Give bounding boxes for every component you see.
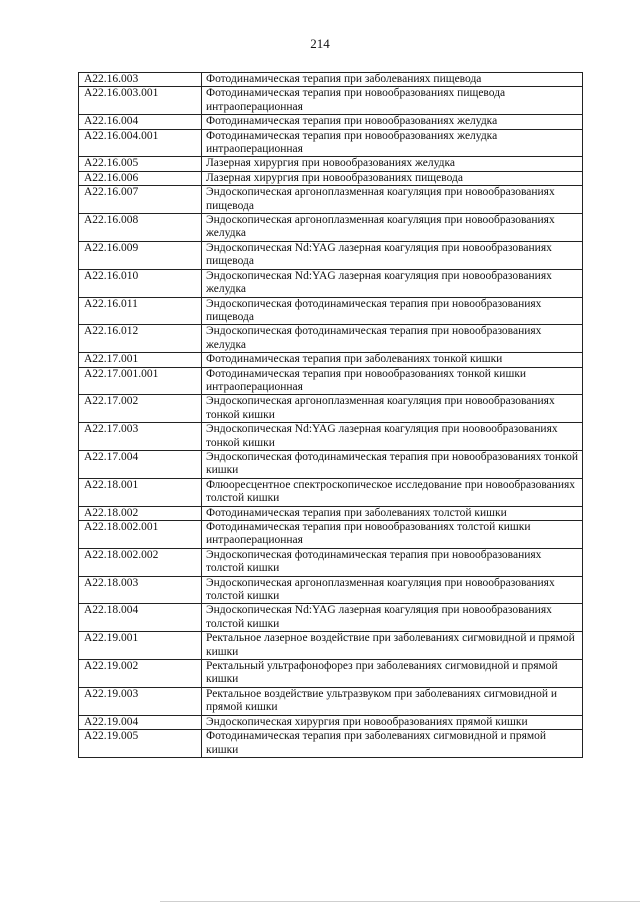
row-description: Фотодинамическая терапия при заболеваниях сигмовидной и прямой кишки [202,730,583,758]
row-description: Эндоскопическая фотодинамическая терапия при новообразованиях толстой кишки [202,548,583,576]
table-row [79,715,583,729]
table-row [79,604,583,632]
row-description: Эндоскопическая Nd:YAG лазерная коагуляция при новообразованиях толстой кишки [202,604,583,632]
row-description: Фотодинамическая терапия при новообразованиях желудка интраоперационная [202,129,583,157]
row-code: A22.18.003 [79,576,202,604]
table-row [79,87,583,115]
row-description: Эндоскопическая фотодинамическая терапия при новообразованиях пищевода [202,297,583,325]
row-description: Эндоскопическая Nd:YAG лазерная коагуляция при новообразованиях пищевода [202,241,583,269]
row-description: Эндоскопическая Nd:YAG лазерная коагуляция при новообразованиях желудка [202,269,583,297]
table-row [79,450,583,478]
table-row [79,353,583,367]
table-row [79,423,583,451]
row-description: Эндоскопическая аргоноплазменная коагуляция при новообразованиях желудка [202,214,583,242]
row-description: Эндоскопическая хирургия при новообразованиях прямой кишки [202,715,583,729]
page-number: 214 [310,36,330,51]
table-row [79,129,583,157]
table-row [79,506,583,520]
table-row [79,214,583,242]
row-code: A22.16.004 [79,115,202,129]
table-row [79,269,583,297]
row-description: Фотодинамическая терапия при новообразованиях тонкой кишки интраоперационная [202,367,583,395]
row-code: A22.16.010 [79,269,202,297]
table-row [79,730,583,758]
row-description: Ректальное лазерное воздействие при заболеваниях сигмовидной и прямой кишки [202,632,583,660]
table-row [79,171,583,185]
row-description: Флюоресцентное спектроскопическое исследование при новообразованиях толстой кишки [202,478,583,506]
row-code: A22.19.005 [79,730,202,758]
row-code: A22.16.012 [79,325,202,353]
table-row [79,548,583,576]
table-row [79,297,583,325]
row-code: A22.17.003 [79,423,202,451]
page-bottom-edge [160,901,640,902]
row-code: A22.16.009 [79,241,202,269]
table-row [79,632,583,660]
row-description: Эндоскопическая фотодинамическая терапия при новообразованиях тонкой кишки [202,450,583,478]
row-code: A22.17.002 [79,395,202,423]
row-code: A22.16.011 [79,297,202,325]
table-row [79,576,583,604]
table-row [79,157,583,171]
row-code: A22.16.003 [79,73,202,87]
row-description: Эндоскопическая аргоноплазменная коагуляция при новообразованиях пищевода [202,186,583,214]
table-row [79,395,583,423]
row-code: A22.18.002 [79,506,202,520]
row-description: Эндоскопическая Nd:YAG лазерная коагуляция при нoовообразованиях тонкой кишки [202,423,583,451]
row-description: Эндоскопическая аргоноплазменная коагуляция при новообразованиях тонкой кишки [202,395,583,423]
table-row [79,241,583,269]
row-code: A22.16.007 [79,186,202,214]
table-row [79,186,583,214]
row-code: A22.16.008 [79,214,202,242]
row-description: Фотодинамическая терапия при заболеваниях толстой кишки [202,506,583,520]
table-body [79,73,583,758]
row-code: A22.18.002.001 [79,521,202,549]
table-row [79,687,583,715]
table-row [79,115,583,129]
row-code: A22.19.002 [79,660,202,688]
table-row [79,325,583,353]
row-code: A22.16.004.001 [79,129,202,157]
row-code: A22.17.001 [79,353,202,367]
row-description: Фотодинамическая терапия при новообразованиях пищевода интраоперационная [202,87,583,115]
row-description: Фотодинамическая терапия при новообразованиях желудка [202,115,583,129]
table-row [79,367,583,395]
row-description: Фотодинамическая терапия при заболеваниях тонкой кишки [202,353,583,367]
row-description: Фотодинамическая терапия при заболеваниях пищевода [202,73,583,87]
procedure-codes-table [78,72,583,758]
row-description: Ректальный ультрафонофорез при заболеваниях сигмовидной и прямой кишки [202,660,583,688]
row-code: A22.17.001.001 [79,367,202,395]
row-description: Фотодинамическая терапия при новообразованиях толстой кишки интраоперационная [202,521,583,549]
table-row [79,478,583,506]
table-row [79,660,583,688]
row-code: A22.19.004 [79,715,202,729]
row-code: A22.16.006 [79,171,202,185]
row-description: Эндоскопическая аргоноплазменная коагуляция при новообразованиях толстой кишки [202,576,583,604]
row-code: A22.19.003 [79,687,202,715]
table-row [79,521,583,549]
row-description: Лазерная хирургия при новообразованиях желудка [202,157,583,171]
row-code: A22.19.001 [79,632,202,660]
row-code: A22.18.004 [79,604,202,632]
row-code: A22.16.003.001 [79,87,202,115]
row-description: Лазерная хирургия при новообразованиях пищевода [202,171,583,185]
row-code: A22.18.001 [79,478,202,506]
row-code: A22.17.004 [79,450,202,478]
row-description: Ректальное воздействие ультразвуком при заболеваниях сигмовидной и прямой кишки [202,687,583,715]
row-code: A22.16.005 [79,157,202,171]
row-code: A22.18.002.002 [79,548,202,576]
table-row [79,73,583,87]
row-description: Эндоскопическая фотодинамическая терапия при новообразованиях желудка [202,325,583,353]
